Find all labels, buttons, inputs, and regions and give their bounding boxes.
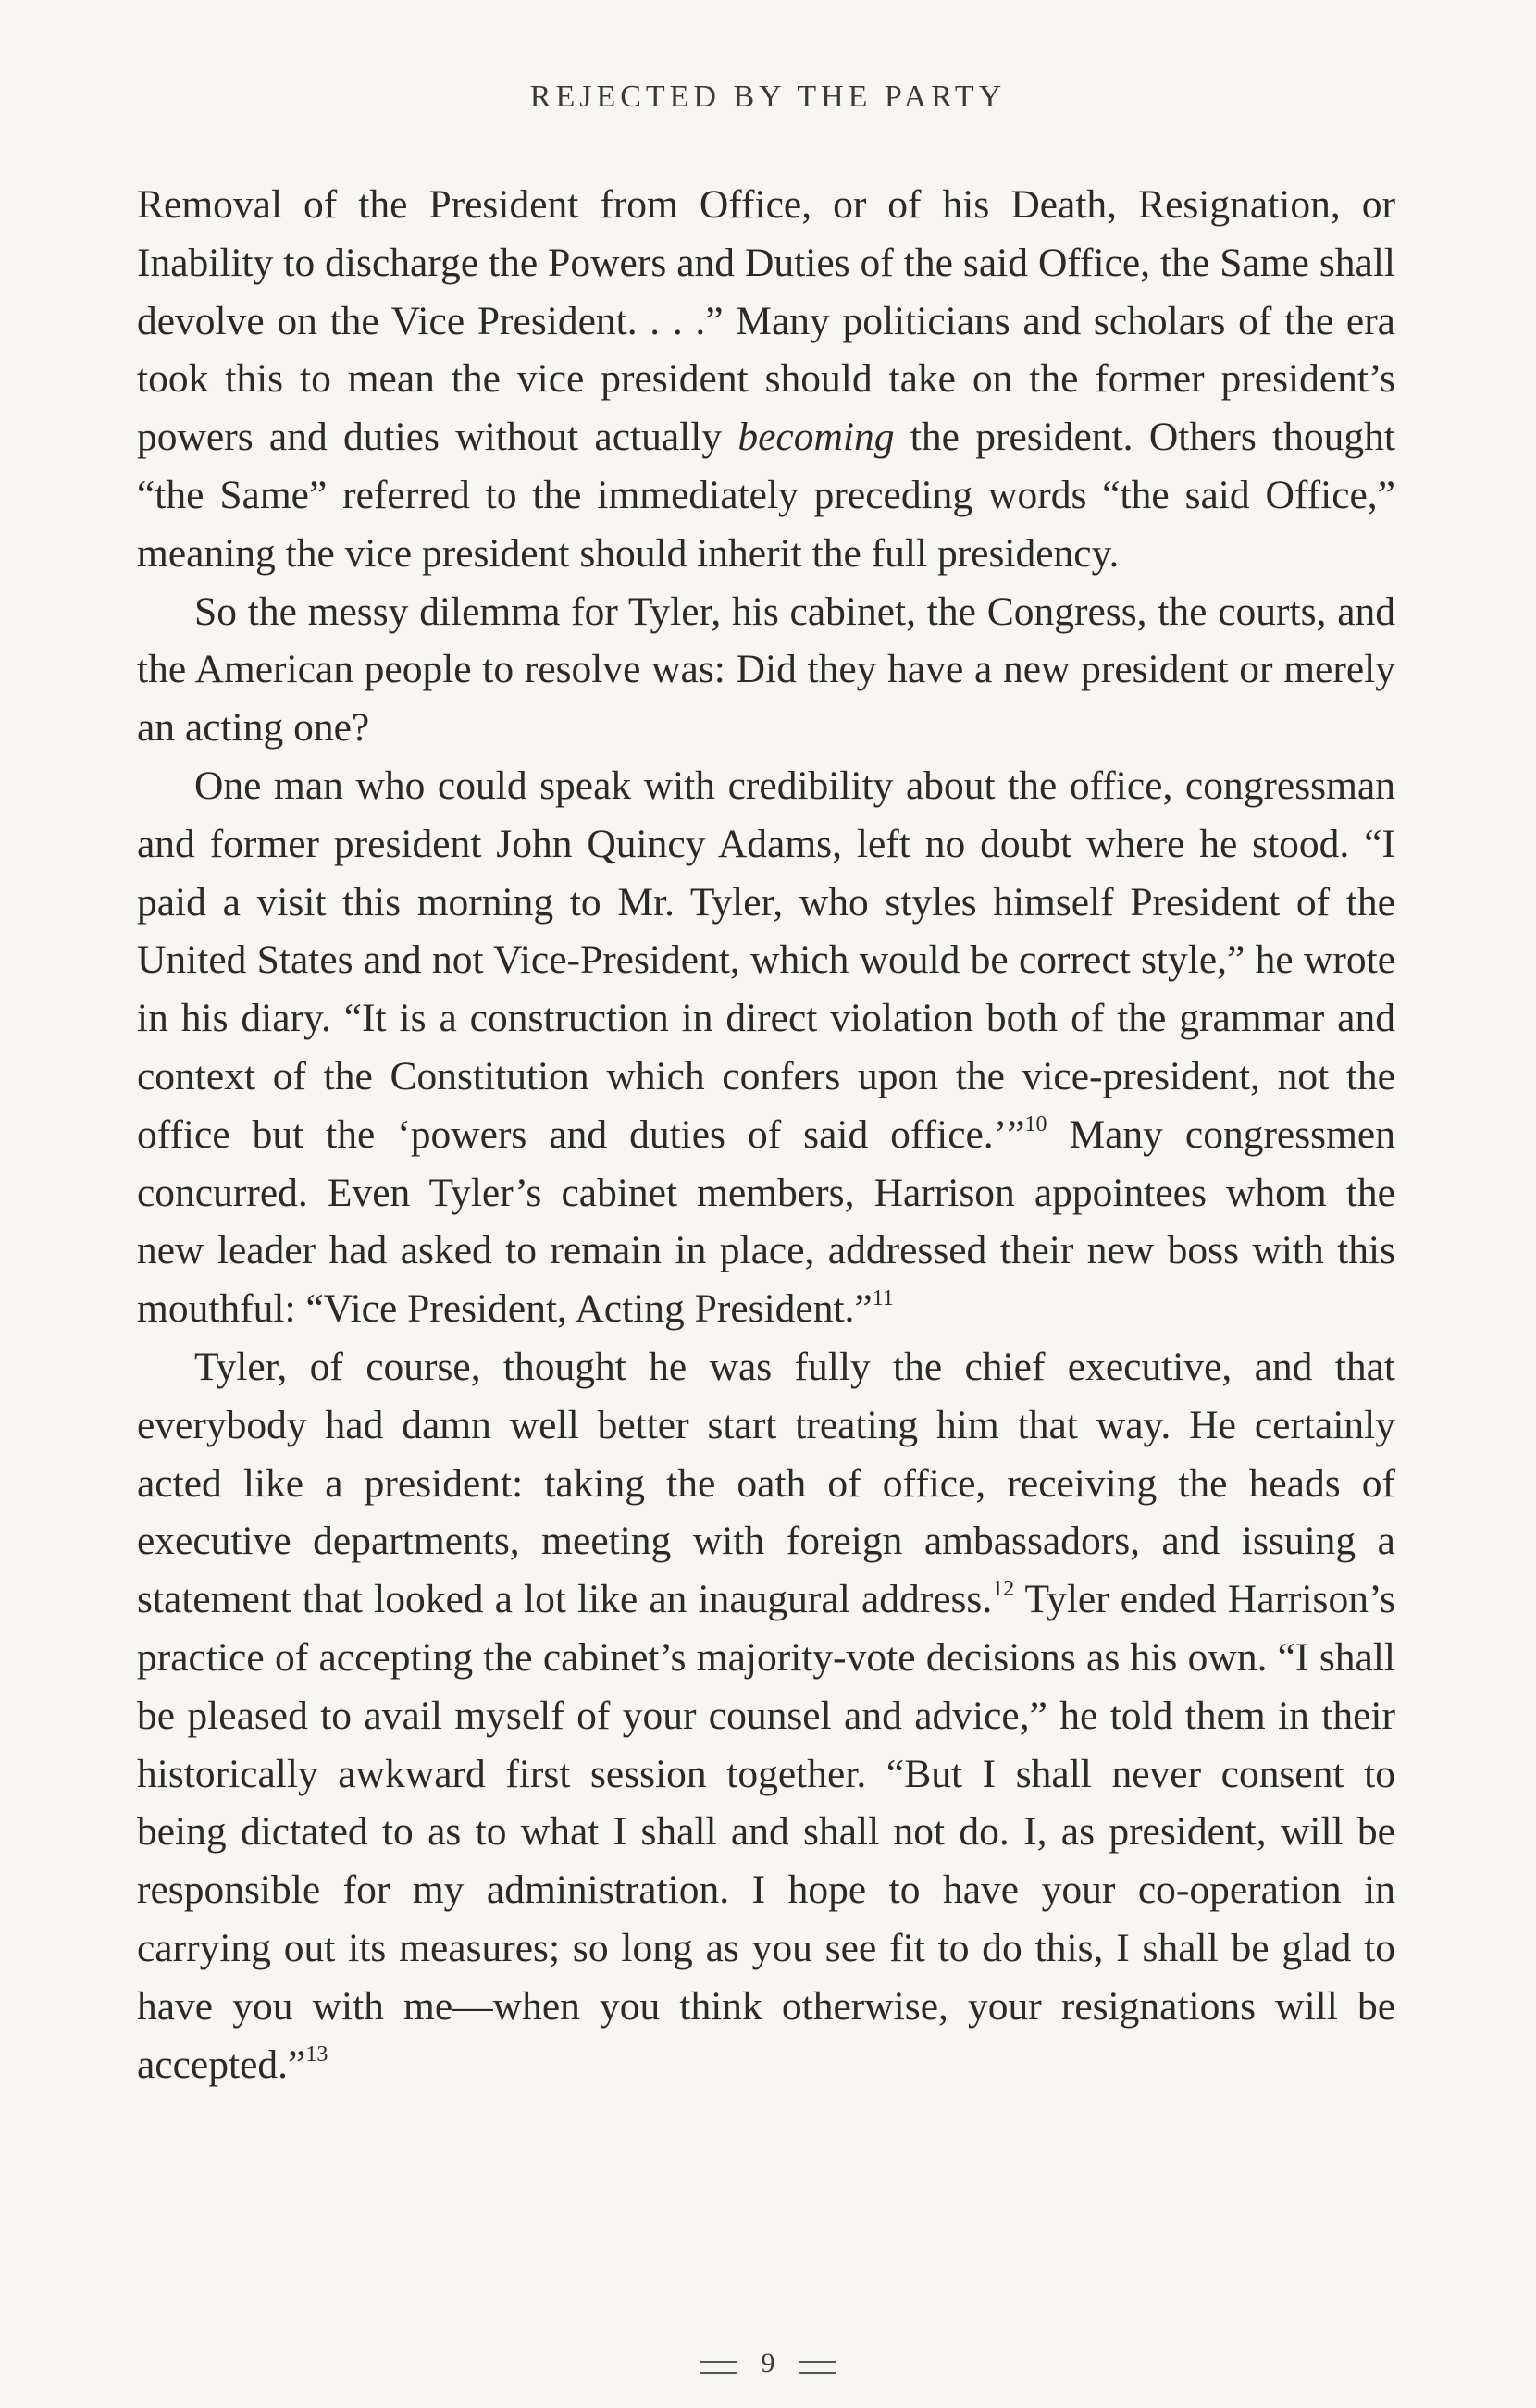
- emphasis-becoming: becoming: [737, 415, 895, 460]
- footnote-ref-13: 13: [305, 2042, 328, 2067]
- paragraph-4: [137, 1338, 1395, 2093]
- paragraph-3: [137, 757, 1395, 1338]
- folio-ornament-right: [799, 2361, 836, 2374]
- footnote-ref-12: 12: [992, 1577, 1015, 1602]
- paragraph-2-text: So the messy dilemma for Tyler, his cabinet, the Congress, the courts, and the American people to resolve was: Did they have a new president or merely an acting one?: [137, 589, 1395, 751]
- footnote-ref-10: 10: [1024, 1111, 1047, 1136]
- page-number-footer: [0, 2348, 1536, 2379]
- paragraph-2: [137, 583, 1395, 757]
- paragraph-1-text-a: Removal of the President from Office, or of his Death, Resignation, or Inability to discharge the Powers and Duties of the said Office, the Same shall devolve on the Vice President. . . .” Many politicians and scholars of the era took this to mean the vice president should take on the former president’s powers and duties without actually: [137, 182, 1395, 460]
- body-text: [137, 176, 1395, 2093]
- paragraph-4-text-b: Tyler ended Harrison’s practice of accepting the cabinet’s majority-vote decisions as his own. “I shall be pleased to avail myself of your counsel and advice,” he told them in their historically awkward first session together. “But I shall never consent to being dictated to as to what I shall and shall not do. I, as president, will be responsible for my administration. I hope to have your co-operation in carrying out its measures; so long as you see fit to do this, I shall be glad to have you with me—when you think otherwise, your resignations will be accepted.”: [137, 1577, 1395, 2087]
- paragraph-1-text-b: the president. Others thought “the Same” referred to the immediately preceding words “the said Office,” meaning the vice president should inherit the full presidency.: [137, 415, 1395, 576]
- page-number: 9: [761, 2348, 775, 2378]
- footnote-ref-11: 11: [872, 1286, 894, 1311]
- running-head: REJECTED BY THE PARTY: [529, 80, 1007, 114]
- folio-ornament-left: [700, 2361, 737, 2374]
- paragraph-4-text-a: Tyler, of course, thought he was fully the chief executive, and that everybody had damn well better start treating him that way. He certainly acted like a president: taking the oath of office, receiving the heads of executive departments, meeting with foreign ambassadors, and issuing a statement that looked a lot like an inaugural address.: [137, 1344, 1395, 1622]
- paragraph-3-text-b: Many congressmen concurred. Even Tyler’s cabinet members, Harrison appointees whom the new leader had asked to remain in place, addressed their new boss with this mouthful: “Vice President, Acting President.”: [137, 1111, 1395, 1332]
- paragraph-3-text-a: One man who could speak with credibility about the office, congressman and former president John Quincy Adams, left no doubt where he stood. “I paid a visit this morning to Mr. Tyler, who styles himself President of the United States and not Vice-President, which would be correct style,” he wrote in his diary. “It is a construction in direct violation both of the grammar and context of the Constitution which confers upon the vice-president, not the office but the ‘powers and duties of said office.’”: [137, 763, 1395, 1157]
- paragraph-1: [137, 176, 1395, 583]
